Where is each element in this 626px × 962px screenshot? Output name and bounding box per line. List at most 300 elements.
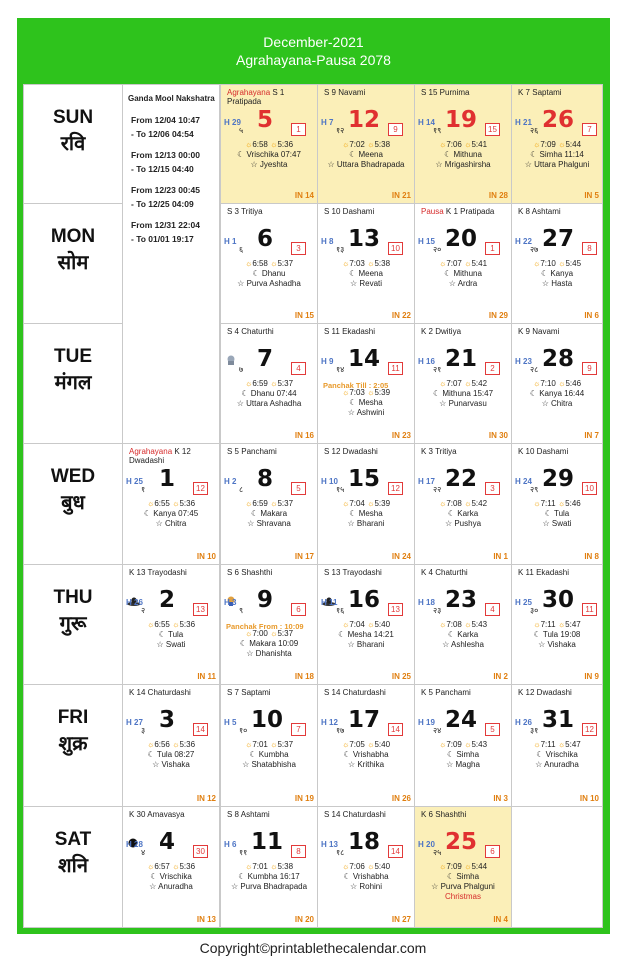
sunrise-time: 7:06 bbox=[446, 140, 462, 149]
day-cell-26[interactable] bbox=[512, 85, 602, 203]
sunrise-time: 7:11 bbox=[540, 740, 556, 749]
hindi-date-numeral: ९ bbox=[239, 606, 244, 615]
sunrise-time: 7:11 bbox=[540, 499, 556, 508]
tithi-badge: 6 bbox=[485, 845, 500, 858]
sunrise-sunset bbox=[318, 499, 414, 509]
hindu-month-label: Pausa bbox=[421, 207, 446, 216]
tithi-badge: 5 bbox=[485, 723, 500, 736]
day-cell-25[interactable] bbox=[415, 807, 511, 927]
hindi-date-numeral: २ bbox=[141, 606, 146, 615]
tithi-badge: 15 bbox=[485, 123, 500, 136]
tithi-text: S 1 Pratipada bbox=[227, 88, 285, 106]
tithi-text: S 8 Ashtami bbox=[227, 810, 270, 819]
weekday-hindi: शनि bbox=[58, 853, 88, 877]
sunset-time: 5:43 bbox=[471, 620, 488, 629]
nakshatra: ☆ Shravana bbox=[247, 519, 291, 528]
moon-sign: ☾ Mithuna bbox=[444, 150, 482, 159]
moon-sign: ☾ Makara bbox=[250, 509, 288, 518]
tithi-badge: 12 bbox=[388, 482, 403, 495]
tithi-text: S 3 Tritiya bbox=[227, 207, 263, 216]
hindi-date-numeral: २१ bbox=[433, 365, 442, 374]
weekday-english: SAT bbox=[54, 829, 92, 850]
indian-national-date: IN 15 bbox=[294, 311, 314, 320]
sunset-icon: ☼ bbox=[555, 140, 566, 149]
tithi-badge: 4 bbox=[291, 362, 306, 375]
sunrise-sunset bbox=[415, 620, 511, 630]
ganda-mool-line: - To 12/25 04:09 bbox=[131, 199, 194, 209]
sunset-time: 5:39 bbox=[374, 499, 391, 508]
hijri-day: H 8 bbox=[321, 237, 334, 246]
nakshatra: ☆ Ashwini bbox=[347, 408, 385, 417]
sunrise-time: 6:55 bbox=[154, 620, 170, 629]
indian-national-date: IN 4 bbox=[493, 915, 508, 924]
day-cell-29[interactable] bbox=[512, 444, 602, 564]
date-number: 2 bbox=[159, 587, 176, 613]
tithi-badge: 8 bbox=[291, 845, 306, 858]
tithi-badge: 14 bbox=[388, 845, 403, 858]
sunrise-sunset bbox=[415, 499, 511, 509]
indian-national-date: IN 6 bbox=[584, 311, 599, 320]
tithi-text: K 30 Amavasya bbox=[129, 810, 185, 819]
date-number: 31 bbox=[542, 707, 575, 733]
indian-national-date: IN 5 bbox=[584, 191, 599, 200]
sunset-time: 5:37 bbox=[277, 379, 294, 388]
indian-national-date: IN 10 bbox=[579, 794, 599, 803]
nakshatra: ☆ Shatabhisha bbox=[242, 760, 296, 769]
indian-national-date: IN 27 bbox=[391, 915, 411, 924]
moon-sign: ☾ Mesha bbox=[349, 509, 383, 518]
tithi-badge: 12 bbox=[582, 723, 597, 736]
sunrise-time: 7:06 bbox=[349, 862, 365, 871]
hindi-date-numeral: २७ bbox=[530, 245, 539, 254]
sunrise-sunset bbox=[318, 740, 414, 750]
sunrise-time: 6:55 bbox=[154, 499, 170, 508]
sunset-icon: ☼ bbox=[461, 620, 472, 629]
moon-sign: ☾ Mithuna bbox=[444, 269, 482, 278]
tithi-text: K 8 Ashtami bbox=[518, 207, 561, 216]
sunset-time: 5:37 bbox=[277, 629, 294, 638]
moon-sign: ☾ Karka bbox=[447, 630, 479, 639]
day-cell-30[interactable] bbox=[512, 565, 602, 684]
sunrise-sunset bbox=[221, 740, 317, 750]
indian-national-date: IN 13 bbox=[196, 915, 216, 924]
day-cell-22[interactable] bbox=[415, 444, 511, 564]
sunset-icon: ☼ bbox=[461, 379, 472, 388]
weekday-hindi: बुध bbox=[61, 490, 85, 514]
sunrise-sunset bbox=[318, 140, 414, 150]
moon-sign: ☾ Kanya bbox=[540, 269, 574, 278]
ganda-mool-panel bbox=[123, 85, 219, 443]
tithi-label bbox=[227, 88, 314, 106]
date-number: 9 bbox=[257, 587, 274, 613]
tithi-text: K 4 Chaturthi bbox=[421, 568, 468, 577]
sunrise-time: 7:05 bbox=[349, 740, 365, 749]
hindi-date-numeral: २२ bbox=[433, 485, 442, 494]
day-cell-14[interactable] bbox=[318, 324, 414, 443]
sunset-time: 5:47 bbox=[565, 740, 581, 749]
sunrise-sunset bbox=[415, 259, 511, 269]
tithi-badge: 4 bbox=[485, 603, 500, 616]
tithi-badge: 3 bbox=[291, 242, 306, 255]
sunrise-time: 7:01 bbox=[252, 740, 268, 749]
empty-cell bbox=[512, 807, 602, 927]
tithi-badge: 2 bbox=[485, 362, 500, 375]
hijri-day: H 24 bbox=[515, 477, 532, 486]
tithi-label bbox=[324, 447, 411, 456]
nakshatra: ☆ Hasta bbox=[541, 279, 573, 288]
day-cell-8[interactable] bbox=[221, 444, 317, 564]
day-cell-15[interactable] bbox=[318, 444, 414, 564]
tithi-label bbox=[518, 447, 599, 456]
indian-national-date: IN 1 bbox=[493, 552, 508, 561]
sunset-icon: ☼ bbox=[364, 499, 375, 508]
ganda-mool-line: From 12/13 00:00 bbox=[131, 150, 200, 160]
day-cell-1[interactable] bbox=[123, 444, 219, 564]
tithi-text: K 5 Panchami bbox=[421, 688, 471, 697]
sunrise-sunset bbox=[221, 259, 317, 269]
sunrise-icon: ☼ bbox=[341, 499, 350, 508]
sunset-icon: ☼ bbox=[169, 862, 180, 871]
weekday-hindi: गुरू bbox=[59, 611, 87, 635]
sunrise-icon: ☼ bbox=[533, 499, 541, 508]
sunset-icon: ☼ bbox=[267, 629, 278, 638]
sunrise-sunset bbox=[415, 862, 511, 872]
indian-national-date: IN 21 bbox=[391, 191, 411, 200]
weekday-cell-sun bbox=[24, 85, 122, 203]
tithi-text: K 9 Navami bbox=[518, 327, 560, 336]
day-cell-23[interactable] bbox=[415, 565, 511, 684]
sunrise-sunset bbox=[512, 259, 602, 269]
tithi-label bbox=[324, 568, 411, 577]
moon-sign: ☾ Dhanu bbox=[252, 269, 286, 278]
sunset-icon: ☼ bbox=[555, 379, 566, 388]
tithi-text: S 6 Shashthi bbox=[227, 568, 273, 577]
indian-national-date: IN 28 bbox=[488, 191, 508, 200]
calendar-header bbox=[17, 18, 610, 84]
ganda-mool-title: Ganda Mool Nakshatra bbox=[128, 94, 215, 103]
sunrise-sunset bbox=[512, 499, 602, 509]
day-cell-9[interactable] bbox=[221, 565, 317, 684]
nakshatra: ☆ Chitra bbox=[155, 519, 187, 528]
moon-sign: ☾ Kumbha 16:17 bbox=[238, 872, 300, 881]
ganda-mool-line: From 12/31 22:04 bbox=[131, 220, 200, 230]
date-number: 5 bbox=[257, 107, 274, 133]
sunrise-sunset bbox=[318, 620, 414, 630]
sunrise-time: 6:56 bbox=[154, 740, 170, 749]
tithi-badge: 5 bbox=[291, 482, 306, 495]
day-cell-16[interactable] bbox=[318, 565, 414, 684]
hijri-day: H 25 bbox=[515, 598, 532, 607]
hijri-day: H 21 bbox=[515, 118, 532, 127]
sunrise-icon: ☼ bbox=[532, 140, 541, 149]
tithi-label bbox=[129, 568, 216, 577]
date-number: 17 bbox=[348, 707, 381, 733]
tithi-label bbox=[518, 568, 599, 577]
sunrise-time: 7:07 bbox=[446, 379, 462, 388]
moon-sign: ☾ Vrishabha bbox=[343, 750, 389, 759]
sunrise-sunset bbox=[318, 259, 414, 269]
day-cell-31[interactable] bbox=[512, 685, 602, 806]
date-number: 1 bbox=[159, 466, 176, 492]
tithi-badge: 10 bbox=[388, 242, 403, 255]
tithi-badge: 9 bbox=[388, 123, 403, 136]
tithi-text: S 9 Navami bbox=[324, 88, 366, 97]
sunset-time: 5:36 bbox=[179, 862, 196, 871]
sunrise-sunset bbox=[415, 379, 511, 389]
sunrise-time: 7:07 bbox=[446, 259, 462, 268]
date-number: 24 bbox=[445, 707, 478, 733]
ganesha-icon bbox=[225, 352, 237, 362]
hijri-day: H 2 bbox=[224, 477, 237, 486]
nakshatra: ☆ Krithika bbox=[347, 760, 385, 769]
moon-sign: ☾ Makara 10:09 bbox=[239, 639, 299, 648]
moon-sign: ☾ Vrischika 07:47 bbox=[237, 150, 301, 159]
hindi-date-numeral: १६ bbox=[336, 606, 345, 615]
day-cell-10[interactable] bbox=[221, 685, 317, 806]
weekday-cell-tue bbox=[24, 324, 122, 443]
hijri-day: H 12 bbox=[321, 718, 338, 727]
sunset-icon: ☼ bbox=[169, 740, 180, 749]
ganda-mool-line: - To 01/01 19:17 bbox=[131, 234, 194, 244]
hindi-date-numeral: १८ bbox=[336, 848, 345, 857]
tithi-label bbox=[324, 207, 411, 216]
day-cell-17[interactable] bbox=[318, 685, 414, 806]
tithi-label bbox=[518, 688, 599, 697]
indian-national-date: IN 24 bbox=[391, 552, 411, 561]
sunrise-icon: ☼ bbox=[146, 740, 155, 749]
nakshatra: ☆ Ashlesha bbox=[442, 640, 484, 649]
day-cell-6[interactable] bbox=[221, 204, 317, 323]
ganda-mool-line: - To 12/06 04:54 bbox=[131, 129, 194, 139]
hindu-month-label: Agrahayana bbox=[227, 88, 273, 97]
tithi-badge: 13 bbox=[193, 603, 208, 616]
day-cell-4[interactable] bbox=[123, 807, 219, 927]
tithi-badge: 11 bbox=[388, 362, 403, 375]
moon-sign: ☾ Karka bbox=[447, 509, 479, 518]
nakshatra: ☆ Ardra bbox=[448, 279, 478, 288]
indian-national-date: IN 25 bbox=[391, 672, 411, 681]
day-cell-27[interactable] bbox=[512, 204, 602, 323]
sunset-time: 5:38 bbox=[277, 862, 294, 871]
hijri-day: H 6 bbox=[224, 840, 237, 849]
tithi-badge: 9 bbox=[582, 362, 597, 375]
sunset-time: 5:44 bbox=[471, 862, 488, 871]
hindi-date-numeral: १३ bbox=[336, 245, 345, 254]
sunrise-icon: ☼ bbox=[532, 379, 541, 388]
tithi-text: S 14 Chaturdashi bbox=[324, 688, 386, 697]
sunrise-sunset bbox=[123, 620, 219, 630]
hijri-day: H 27 bbox=[126, 718, 143, 727]
indian-national-date: IN 17 bbox=[294, 552, 314, 561]
day-cell-11[interactable] bbox=[221, 807, 317, 927]
sunrise-icon: ☼ bbox=[244, 862, 253, 871]
tithi-text: S 11 Ekadashi bbox=[324, 327, 375, 336]
date-number: 23 bbox=[445, 587, 478, 613]
hijri-day: H 11 bbox=[321, 598, 338, 607]
date-number: 16 bbox=[348, 587, 381, 613]
sunset-icon: ☼ bbox=[169, 499, 180, 508]
tithi-label bbox=[421, 88, 508, 97]
indian-national-date: IN 11 bbox=[197, 672, 216, 681]
nakshatra: ☆ Uttara Ashadha bbox=[236, 399, 302, 408]
hindi-date-numeral: २४ bbox=[433, 726, 442, 735]
indian-national-date: IN 2 bbox=[493, 672, 508, 681]
sunrise-sunset bbox=[318, 862, 414, 872]
indian-national-date: IN 3 bbox=[493, 794, 508, 803]
weekday-english: MON bbox=[50, 226, 96, 247]
day-cell-19[interactable] bbox=[415, 85, 511, 203]
day-cell-13[interactable] bbox=[318, 204, 414, 323]
weekday-cell-thu bbox=[24, 565, 122, 684]
tithi-badge: 7 bbox=[291, 723, 306, 736]
sunset-icon: ☼ bbox=[461, 740, 472, 749]
tithi-text: K 10 Dashami bbox=[518, 447, 569, 456]
moon-sign: ☾ Meena bbox=[349, 150, 383, 159]
tithi-badge: 8 bbox=[582, 242, 597, 255]
tithi-text: K 11 Ekadashi bbox=[518, 568, 569, 577]
day-cell-21[interactable] bbox=[415, 324, 511, 443]
sunrise-time: 7:09 bbox=[446, 862, 462, 871]
sunrise-icon: ☼ bbox=[438, 499, 447, 508]
nakshatra: ☆ Jyeshta bbox=[250, 160, 288, 169]
sunset-icon: ☼ bbox=[364, 740, 375, 749]
weekday-english: FRI bbox=[57, 707, 89, 728]
moon-sign: ☾ Vrischika bbox=[536, 750, 578, 759]
tithi-label bbox=[421, 688, 508, 697]
day-cell-2[interactable] bbox=[123, 565, 219, 684]
date-number: 10 bbox=[251, 707, 284, 733]
sunrise-time: 7:00 bbox=[252, 629, 268, 638]
weekday-cell-fri bbox=[24, 685, 122, 806]
sunrise-icon: ☼ bbox=[341, 388, 350, 397]
sunrise-icon: ☼ bbox=[438, 740, 447, 749]
date-number: 29 bbox=[542, 466, 575, 492]
nakshatra: ☆ Uttara Bhadrapada bbox=[327, 160, 405, 169]
tithi-label bbox=[129, 810, 216, 819]
day-cell-20[interactable] bbox=[415, 204, 511, 323]
tithi-badge: 10 bbox=[582, 482, 597, 495]
tithi-text: K 14 Chaturdashi bbox=[129, 688, 191, 697]
sunset-icon: ☼ bbox=[267, 862, 278, 871]
sunset-time: 5:36 bbox=[277, 140, 294, 149]
date-number: 11 bbox=[251, 829, 284, 855]
nakshatra: ☆ Anuradha bbox=[149, 882, 193, 891]
day-cell-3[interactable] bbox=[123, 685, 219, 806]
sunrise-time: 6:59 bbox=[252, 379, 268, 388]
date-number: 3 bbox=[159, 707, 176, 733]
tithi-text: S 5 Panchami bbox=[227, 447, 277, 456]
indian-national-date: IN 26 bbox=[391, 794, 411, 803]
tithi-label bbox=[518, 88, 599, 97]
sunrise-time: 7:10 bbox=[540, 259, 556, 268]
day-cell-12[interactable] bbox=[318, 85, 414, 203]
sunrise-sunset bbox=[221, 499, 317, 509]
hindi-date-numeral: १२ bbox=[336, 126, 345, 135]
date-number: 20 bbox=[445, 226, 478, 252]
sunrise-time: 7:03 bbox=[349, 388, 365, 397]
nakshatra: ☆ Vishaka bbox=[152, 760, 190, 769]
date-number: 15 bbox=[348, 466, 381, 492]
sunset-icon: ☼ bbox=[364, 862, 375, 871]
weekday-english: SUN bbox=[52, 107, 94, 128]
nakshatra: ☆ Punarvasu bbox=[439, 399, 487, 408]
hindi-date-numeral: ११ bbox=[239, 848, 248, 857]
indian-national-date: IN 19 bbox=[294, 794, 314, 803]
hindi-date-numeral: २८ bbox=[530, 365, 539, 374]
calendar-frame bbox=[17, 18, 610, 934]
day-cell-5[interactable] bbox=[221, 85, 317, 203]
sunset-time: 5:47 bbox=[565, 620, 581, 629]
day-cell-24[interactable] bbox=[415, 685, 511, 806]
sunset-icon: ☼ bbox=[364, 259, 375, 268]
sunset-icon: ☼ bbox=[461, 259, 472, 268]
indian-national-date: IN 16 bbox=[294, 431, 314, 440]
sunrise-icon: ☼ bbox=[146, 862, 155, 871]
tithi-label bbox=[324, 327, 411, 336]
hindi-date-numeral: ३० bbox=[530, 606, 539, 615]
hindi-date-numeral: ७ bbox=[239, 365, 244, 374]
tithi-badge: 13 bbox=[388, 603, 403, 616]
sunset-time: 5:38 bbox=[374, 259, 391, 268]
weekday-hindi: सोम bbox=[57, 250, 89, 274]
moon-sign: ☾ Tula bbox=[158, 630, 184, 639]
sunset-time: 5:41 bbox=[471, 140, 488, 149]
hijri-day: H 22 bbox=[515, 237, 532, 246]
sunset-time: 5:37 bbox=[277, 499, 294, 508]
moon-sign: ☾ Tula 08:27 bbox=[147, 750, 195, 759]
moon-sign: ☾ Tula bbox=[544, 509, 570, 518]
indian-national-date: IN 8 bbox=[584, 552, 599, 561]
hijri-day: H 7 bbox=[321, 118, 334, 127]
moon-sign: ☾ Vrischika bbox=[150, 872, 192, 881]
sunrise-icon: ☼ bbox=[341, 862, 350, 871]
tithi-badge: 6 bbox=[291, 603, 306, 616]
sunset-icon: ☼ bbox=[555, 740, 566, 749]
hijri-day: H 14 bbox=[418, 118, 435, 127]
hijri-day: H 5 bbox=[224, 718, 237, 727]
sunrise-time: 7:10 bbox=[540, 379, 556, 388]
weekday-english: TUE bbox=[54, 346, 92, 367]
tithi-text: K 13 Trayodashi bbox=[129, 568, 187, 577]
day-cell-18[interactable] bbox=[318, 807, 414, 927]
day-cell-7[interactable] bbox=[221, 324, 317, 443]
sunrise-icon: ☼ bbox=[244, 259, 253, 268]
nakshatra: ☆ Bharani bbox=[347, 640, 385, 649]
day-cell-28[interactable] bbox=[512, 324, 602, 443]
hindi-date-numeral: ३ bbox=[141, 726, 146, 735]
hijri-day: H 28 bbox=[126, 840, 143, 849]
sunrise-time: 6:57 bbox=[154, 862, 170, 871]
festival-label: Christmas bbox=[444, 892, 481, 901]
hindi-date-numeral: ४ bbox=[141, 848, 146, 857]
date-number: 26 bbox=[542, 107, 575, 133]
sunrise-time: 7:09 bbox=[540, 140, 556, 149]
hijri-day: H 23 bbox=[515, 357, 532, 366]
indian-national-date: IN 9 bbox=[584, 672, 599, 681]
sunrise-icon: ☼ bbox=[146, 620, 155, 629]
hijri-day: H 20 bbox=[418, 840, 435, 849]
tithi-label bbox=[421, 810, 508, 819]
date-number: 21 bbox=[445, 346, 478, 372]
hindu-month-label: Agrahayana bbox=[129, 447, 175, 456]
nakshatra: ☆ Uttara Phalguni bbox=[524, 160, 590, 169]
hindi-date-numeral: १ bbox=[141, 485, 146, 494]
nakshatra: ☆ Rohini bbox=[349, 882, 383, 891]
sunrise-sunset bbox=[318, 388, 414, 398]
sunrise-time: 7:08 bbox=[446, 620, 462, 629]
sunrise-sunset bbox=[512, 620, 602, 630]
sunrise-sunset bbox=[123, 862, 219, 872]
